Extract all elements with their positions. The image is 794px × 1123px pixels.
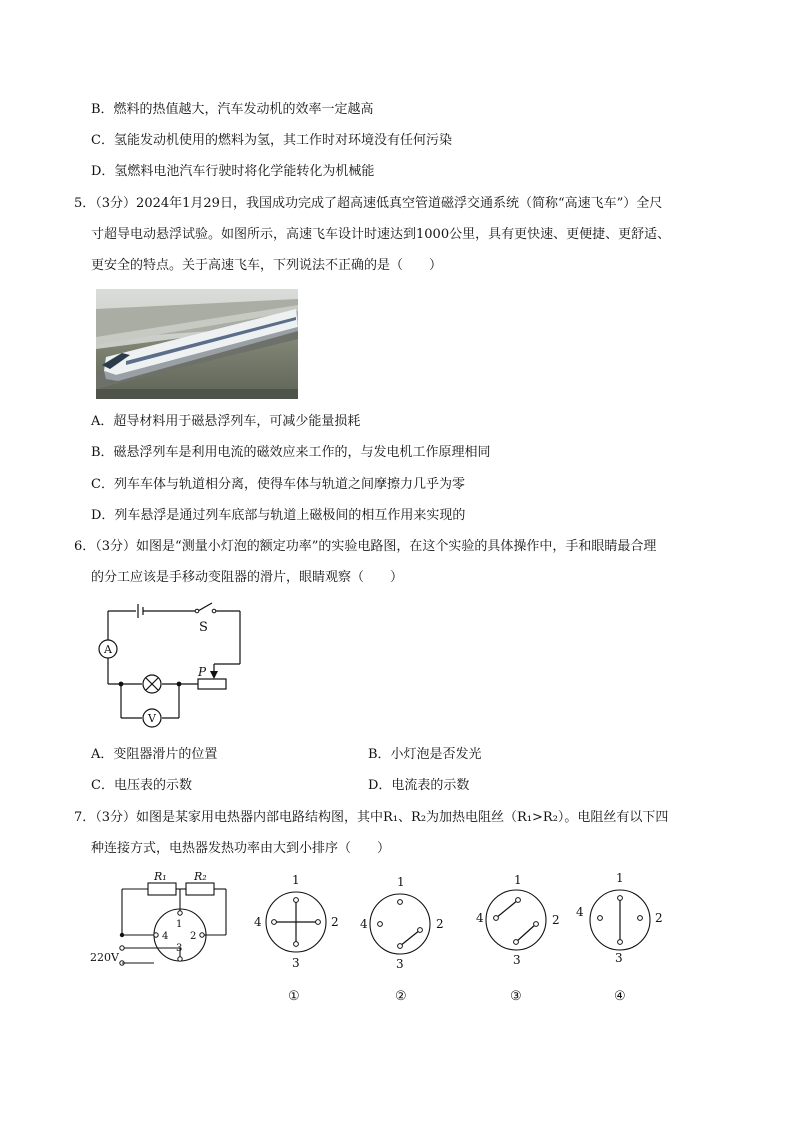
dial-connection-2 [354, 866, 450, 978]
q4-option-d: D．氢燃料电池汽车行驶时将化学能转化为机械能 [91, 164, 375, 179]
dial-4-terminal-3: 3 [615, 951, 623, 965]
dial-3-terminal-3: 3 [513, 953, 521, 967]
dial-2-terminal-2: 2 [436, 917, 444, 931]
terminal-1-label: 1 [176, 919, 183, 930]
q6-stem-line-1: 6．（3分）如图是“测量小灯泡的额定功率”的实验电路图，在这个实验的具体操作中，手和眼睛最合理 [74, 539, 657, 554]
q4-option-b: B．燃料的热值越大，汽车发动机的效率一定越高 [91, 102, 374, 117]
dial-1-terminal-2: 2 [331, 915, 339, 929]
q7-stem-line-1: 7．（3分）如图是某家用电热器内部电路结构图，其中R₁、R₂为加热电阻丝（R₁>R₂）。电阻丝有以下四 [74, 810, 669, 825]
voltmeter-label: V [148, 712, 156, 725]
dial-4-terminal-4: 4 [576, 905, 584, 919]
q7-stem-line-2: 种连接方式，电热器发热功率由大到小排序（ ） [91, 841, 391, 856]
caption-4: ④ [614, 989, 626, 1004]
slider-label: P [198, 665, 207, 679]
switch-label: S [199, 620, 208, 635]
q6-stem-line-2: 的分工应该是手移动变阻器的滑片，眼睛观察（ ） [91, 570, 404, 585]
ammeter-label: A [104, 643, 112, 656]
q6-option-b: B．小灯泡是否发光 [368, 747, 482, 762]
q5-option-b: B．磁悬浮列车是利用电流的磁效应来工作的，与发电机工作原理相同 [91, 445, 491, 460]
r2-label: R₂ [194, 870, 207, 883]
q5-option-d: D．列车悬浮是通过列车底部与轨道上磁极间的相互作用来实现的 [91, 508, 466, 523]
q5-stem-line-2: 寸超导电动悬浮试验。如图所示，高速飞车设计时速达到1000公里，具有更快速、更便捷、更舒适、 [91, 227, 671, 242]
terminal-2-label: 2 [190, 931, 197, 942]
dial-1-terminal-1: 1 [292, 873, 300, 887]
dial-connection-1 [250, 866, 346, 978]
q5-option-a: A．超导材料用于磁悬浮列车，可减少能量损耗 [91, 414, 361, 429]
r1-label: R₁ [154, 870, 167, 883]
terminal-4-label: 4 [162, 931, 169, 942]
q6-circuit-diagram [94, 600, 250, 730]
caption-3: ③ [510, 989, 522, 1004]
q7-heater-circuit [88, 866, 254, 970]
q6-option-c: C．电压表的示数 [91, 778, 192, 793]
caption-1: ① [288, 989, 300, 1004]
dial-2-terminal-3: 3 [396, 957, 404, 971]
caption-2: ② [395, 989, 407, 1004]
q5-stem-line-1: 5．（3分）2024年1月29日，我国成功完成了超高速低真空管道磁浮交通系统（简称“高速飞车”）全尺 [74, 196, 663, 211]
dial-3-terminal-4: 4 [476, 911, 484, 925]
q5-stem-line-3: 更安全的特点。关于高速飞车，下列说法不正确的是（ ） [91, 258, 443, 273]
q5-option-c: C．列车车体与轨道相分离，使得车体与轨道之间摩擦力几乎为零 [91, 477, 465, 492]
terminal-3-label: 3 [176, 943, 183, 954]
maglev-train-photo [96, 289, 298, 399]
dial-4-terminal-2: 2 [655, 911, 663, 925]
dial-connection-4 [574, 864, 670, 976]
voltage-label: 220V [90, 951, 119, 964]
q6-option-d: D．电流表的示数 [368, 778, 470, 793]
dial-2-terminal-1: 1 [397, 875, 405, 889]
dial-3-terminal-1: 1 [514, 873, 522, 887]
dial-3-terminal-2: 2 [552, 913, 560, 927]
dial-1-terminal-4: 4 [254, 915, 262, 929]
dial-1-terminal-3: 3 [292, 956, 300, 970]
dial-4-terminal-1: 1 [616, 871, 624, 885]
dial-connection-3 [470, 864, 566, 976]
q4-option-c: C．氢能发动机使用的燃料为氢，其工作时对环境没有任何污染 [91, 133, 452, 148]
q6-option-a: A．变阻器滑片的位置 [91, 747, 218, 762]
dial-2-terminal-4: 4 [360, 917, 368, 931]
